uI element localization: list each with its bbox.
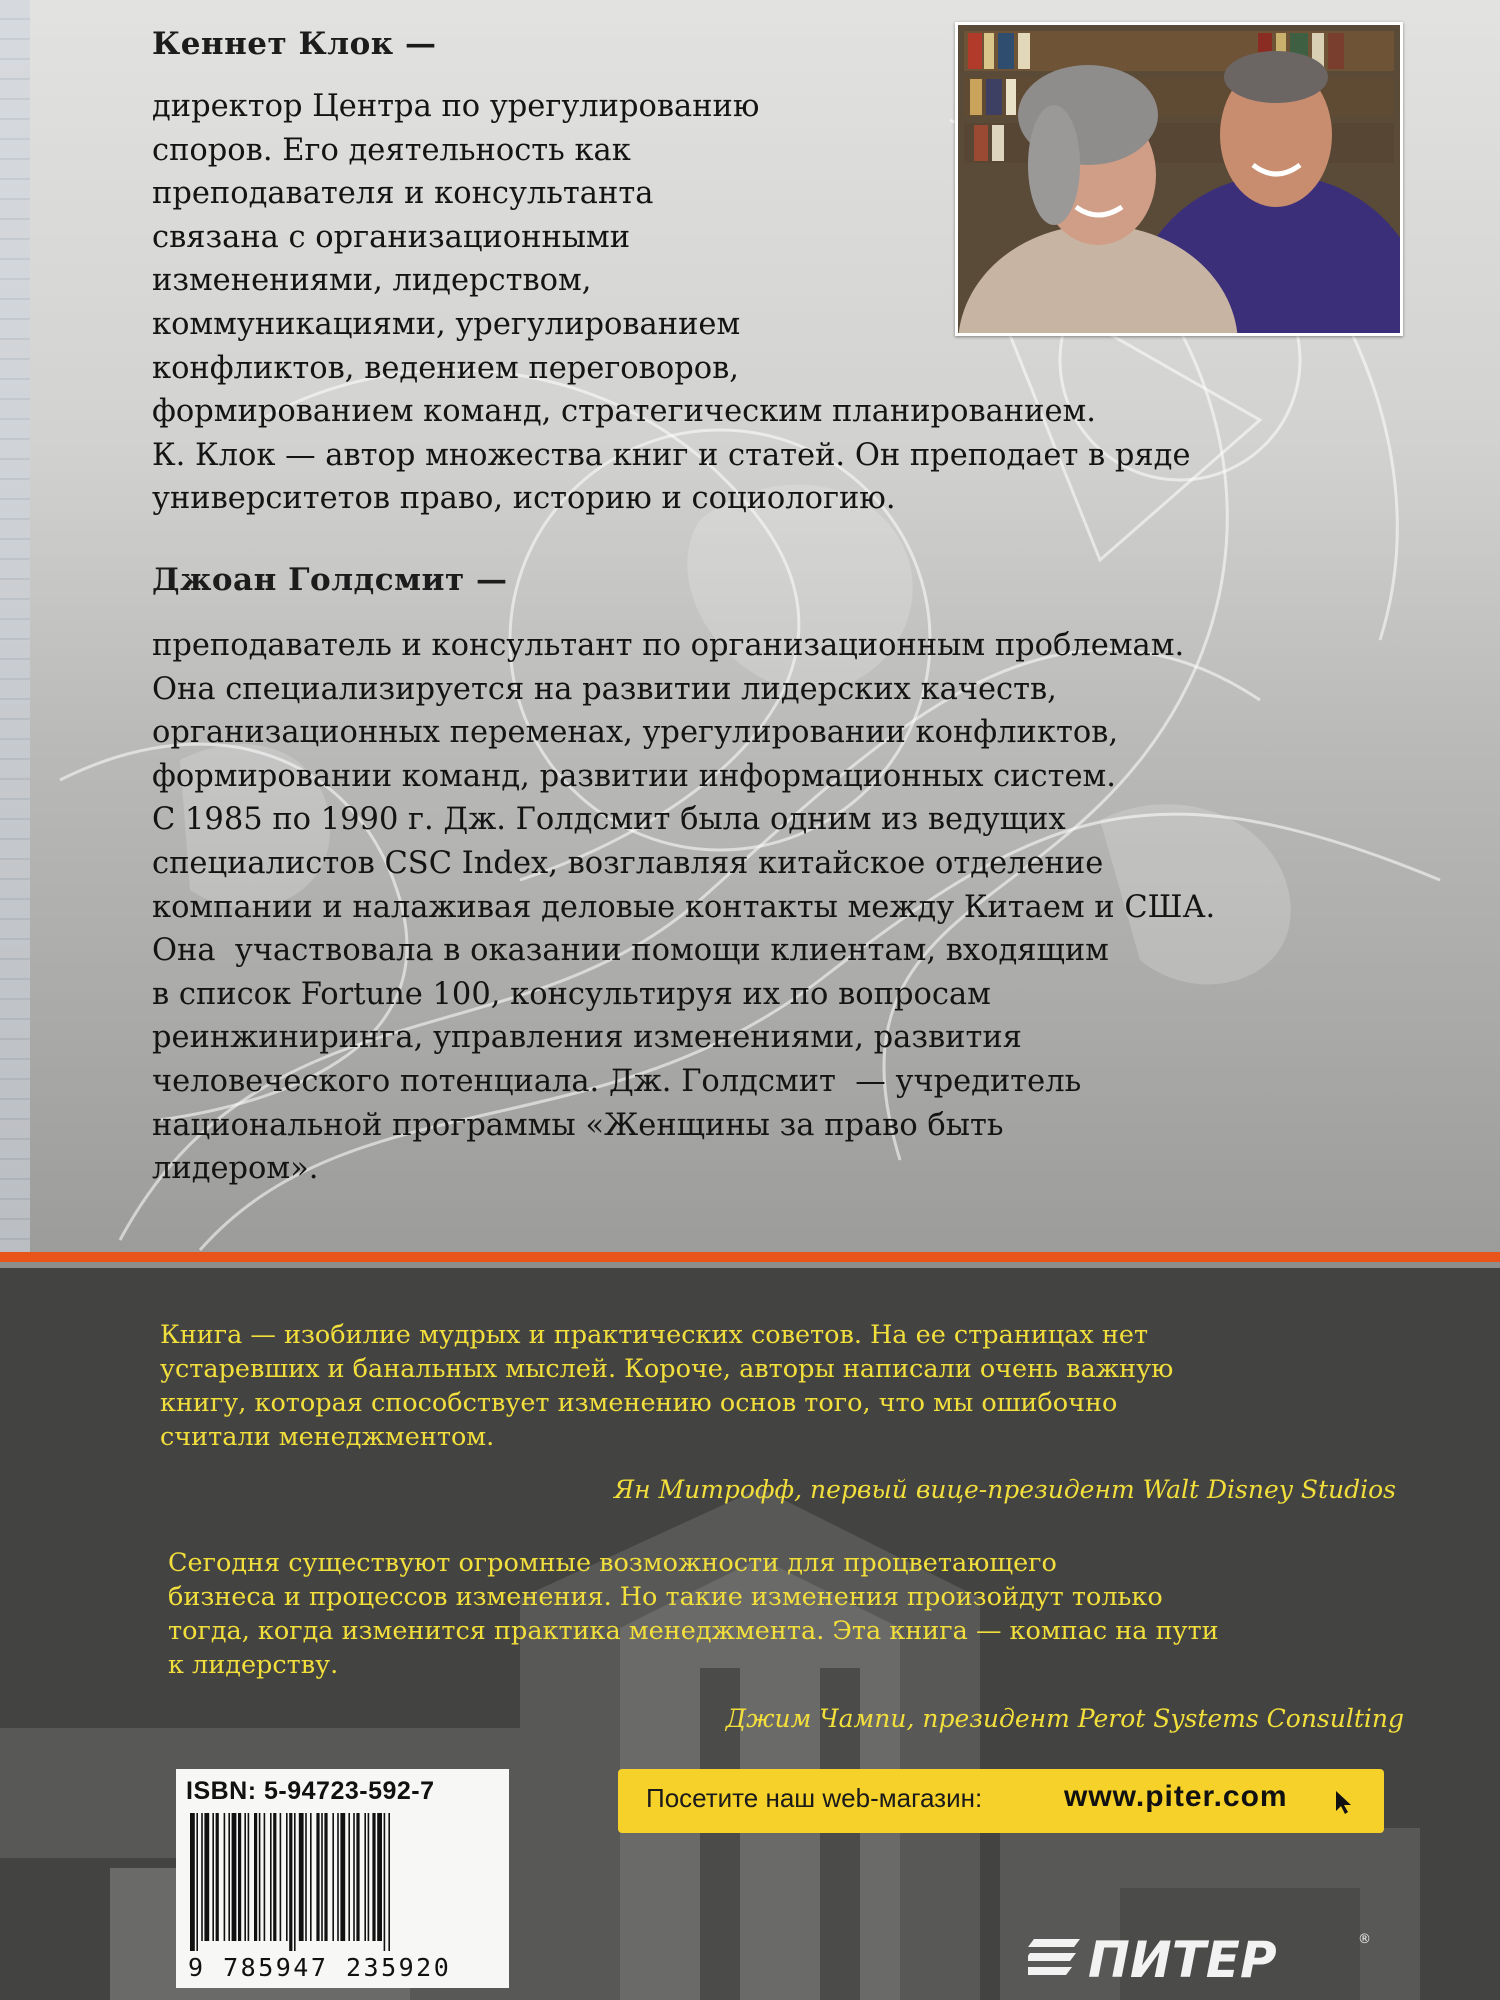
bio-line: университетов право, историю и социологию. — [152, 481, 896, 517]
quote-line: бизнеса и процессов изменения. Но такие изменения произойдут только — [168, 1582, 1163, 1612]
bio-line: преподавателя и консультанта — [152, 176, 654, 212]
web-shop-link[interactable]: www.piter.com — [1064, 1780, 1288, 1813]
bio-line: национальной программы «Женщины за право быть — [152, 1107, 1004, 1143]
bio-line: формировании команд, развитии информационных систем. — [152, 758, 1116, 794]
review-attribution-2: Джим Чампи, президент Perot Systems Consulting — [725, 1704, 1404, 1733]
isbn-barcode-block — [176, 1769, 509, 1988]
review-attribution-1: Ян Митрофф, первый вице-президент Walt Disney Studios — [613, 1475, 1396, 1504]
web-shop-banner[interactable] — [618, 1769, 1384, 1833]
quote-line: тогда, когда изменится практика менеджмента. Эта книга — компас на пути — [168, 1616, 1219, 1646]
quote-line: Книга — изобилие мудрых и практических советов. На ее страницах нет — [160, 1320, 1149, 1350]
quote-line: к лидерству. — [168, 1650, 339, 1680]
isbn-label: ISBN: 5-94723-592-7 — [186, 1777, 435, 1805]
bio-line: связана с организационными — [152, 219, 631, 255]
author-bio-goldsmith — [152, 624, 1215, 1191]
barcode-icon — [190, 1813, 495, 1951]
review-quote-1 — [160, 1318, 1173, 1454]
bio-line: специалистов CSC Index, возглавляя китайское отделение — [152, 845, 1104, 881]
publisher-logo — [1028, 1925, 1378, 1991]
bio-line: директор Центра по урегулированию — [152, 89, 760, 124]
spiral-binding-edge — [0, 0, 30, 1252]
author-bio-klok — [152, 85, 1191, 521]
orange-divider — [0, 1252, 1500, 1262]
bio-line: коммуникациями, урегулированием — [152, 306, 741, 342]
review-quote-2 — [168, 1546, 1219, 1682]
bio-line: формированием команд, стратегическим планированием. — [152, 394, 1096, 430]
bio-line: конфликтов, ведением переговоров, — [152, 350, 739, 386]
web-shop-label: Посетите наш web-магазин: — [646, 1783, 983, 1813]
author-name-klok: Кеннет Клок — — [152, 26, 437, 62]
bio-line: споров. Его деятельность как — [152, 132, 631, 168]
bio-line: Она специализируется на развитии лидерских качеств, — [152, 671, 1057, 707]
publisher-logo-text: ПИТЕР — [1088, 1931, 1277, 1989]
bio-line: в список Fortune 100, консультируя их по вопросам — [152, 976, 991, 1012]
bio-line: лидером». — [152, 1151, 319, 1187]
bio-line: организационных переменах, урегулировании конфликтов, — [152, 715, 1119, 751]
bio-line: К. Клок — автор множества книг и статей. Он преподает в ряде — [152, 437, 1191, 473]
bio-line: реинжиниринга, управления изменениями, развития — [152, 1020, 1022, 1056]
bio-line: человеческого потенциала. Дж. Голдсмит — учредитель — [152, 1063, 1082, 1099]
author-name-goldsmith: Джоан Голдсмит — — [152, 562, 508, 598]
quote-line: Сегодня существуют огромные возможности для процветающего — [168, 1548, 1057, 1578]
quote-line: считали менеджментом. — [160, 1422, 495, 1452]
bio-line: С 1985 по 1990 г. Дж. Голдсмит была одним из ведущих — [152, 802, 1066, 838]
svg-text:®: ® — [1358, 1932, 1371, 1947]
bio-line: изменениями, лидерством, — [152, 263, 592, 299]
bio-line: Она участвовала в оказании помощи клиентам, входящим — [152, 933, 1109, 969]
bio-line: компании и налаживая деловые контакты между Китаем и США. — [152, 889, 1216, 925]
quote-line: устаревших и банальных мыслей. Короче, авторы написали очень важную — [160, 1354, 1174, 1384]
ean-number: 9 785947 235920 — [188, 1953, 452, 1982]
quote-line: книгу, которая способствует изменению основ того, что мы ошибочно — [160, 1388, 1118, 1418]
bio-line: преподаватель и консультант по организационным проблемам. — [152, 628, 1185, 663]
mouse-cursor-icon — [1334, 1789, 1356, 1815]
